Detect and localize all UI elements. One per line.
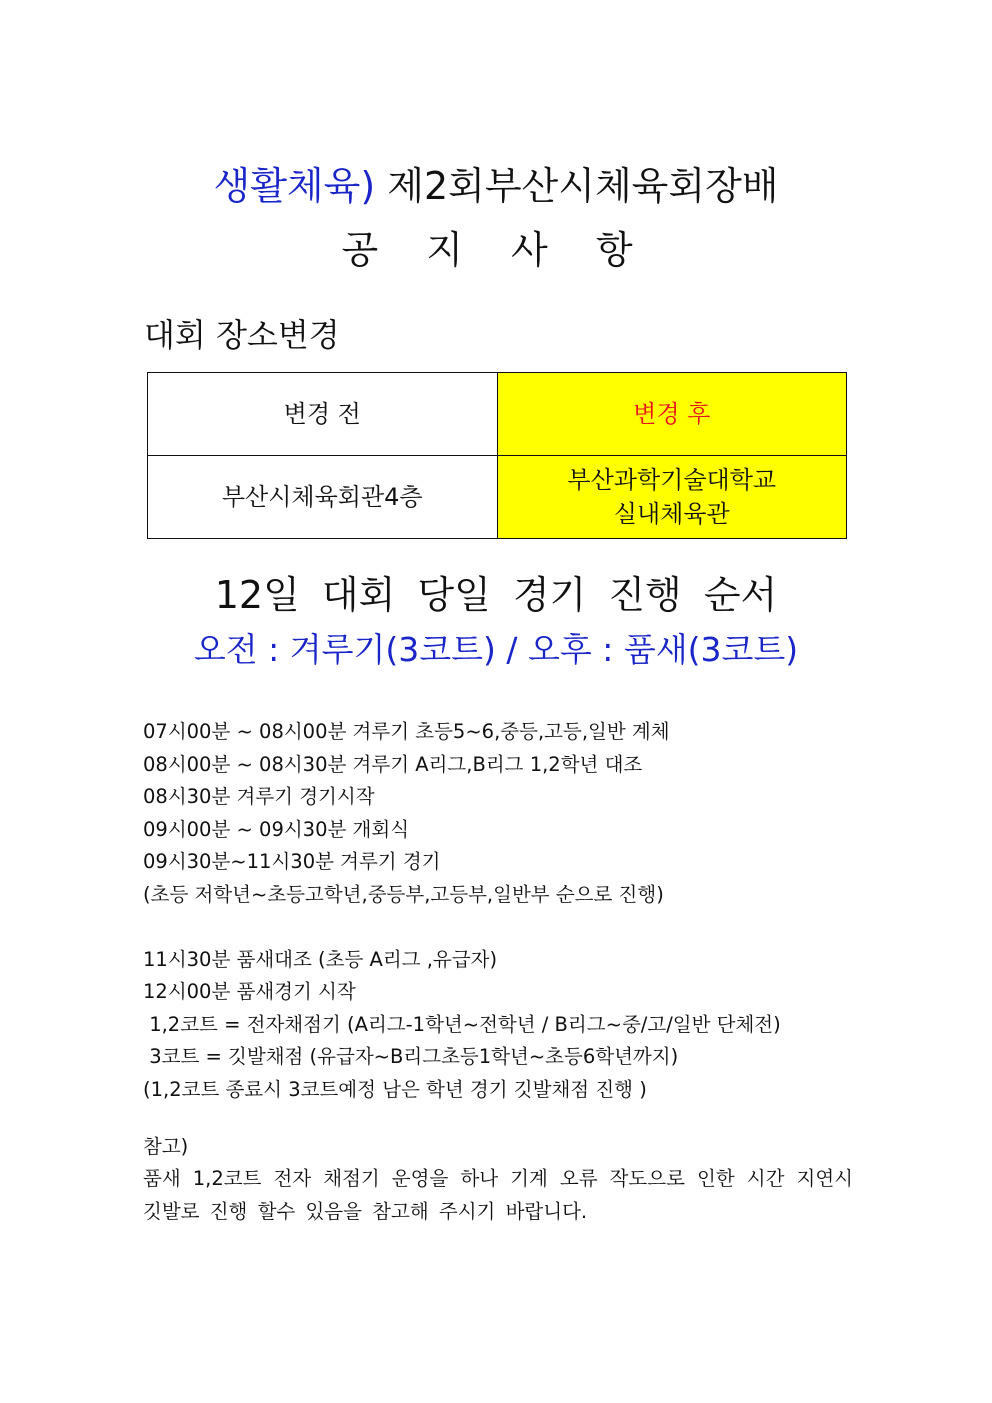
schedule-subtitle: 오전 : 겨루기(3코트) / 오후 : 품새(3코트): [193, 630, 799, 669]
venue-table-value-row: [148, 456, 847, 539]
venue-change-heading: 대회 장소변경: [144, 316, 340, 354]
event-category: 생활체육): [213, 164, 376, 208]
schedule-line: 3코트 = 깃발채점 (유급자~B리그초등1학년~초등6학년까지): [143, 1045, 679, 1068]
note-heading: 참고): [143, 1135, 189, 1158]
schedule-line: 08시00분 ~ 08시30분 겨루기 A리그,B리그 1,2학년 대조: [143, 752, 643, 776]
notice-title: 공 지 사 항: [341, 228, 651, 272]
venue-table-header-row: [148, 373, 847, 456]
after-venue-line1: 부산과학기술대학교: [567, 466, 777, 494]
before-venue: 부산시체육회관4층: [148, 456, 498, 539]
schedule-line: 08시30분 겨루기 경기시작: [143, 785, 375, 808]
note-body: 품새 1,2코트 전자 채점기 운영을 하나 기계 오류 작도으로 인한 시간 지연시 깃발로 진행 할수 있음을 참고해 주시기 바랍니다.: [143, 1167, 853, 1223]
after-venue-line2: 실내체육관: [613, 500, 730, 528]
schedule-line: 1,2코트 = 전자채점기 (A리그-1학년~전학년 / B리그~중/고/일반 단체전): [143, 1012, 781, 1036]
venue-change-table: [147, 372, 847, 539]
schedule-line: 09시30분~11시30분 겨루기 경기: [143, 850, 441, 873]
after-venue: [497, 456, 847, 539]
after-label: 변경 후: [497, 373, 847, 456]
schedule-line: 12시00분 품새경기 시작: [143, 980, 356, 1003]
schedule-title: 12일 대회 당일 경기 진행 순서: [214, 573, 778, 617]
event-name: 제2회부산시체육회장배: [375, 164, 779, 208]
schedule-line: (1,2코트 종료시 3코트예정 남은 학년 경기 깃발채점 진행 ): [143, 1077, 647, 1101]
schedule-line: 07시00분 ~ 08시00분 겨루기 초등5~6,중등,고등,일반 계체: [143, 720, 670, 743]
event-title: [0, 162, 992, 210]
before-label: 변경 전: [148, 373, 498, 456]
schedule-line: 11시30분 품새대조 (초등 A리그 ,유급자): [143, 947, 498, 971]
schedule-line: (초등 저학년~초등고학년,중등부,고등부,일반부 순으로 진행): [143, 882, 664, 906]
schedule-list: [143, 716, 855, 1106]
schedule-line: 09시00분 ~ 09시30분 개회식: [143, 817, 410, 841]
schedule-spacer: [143, 911, 855, 944]
